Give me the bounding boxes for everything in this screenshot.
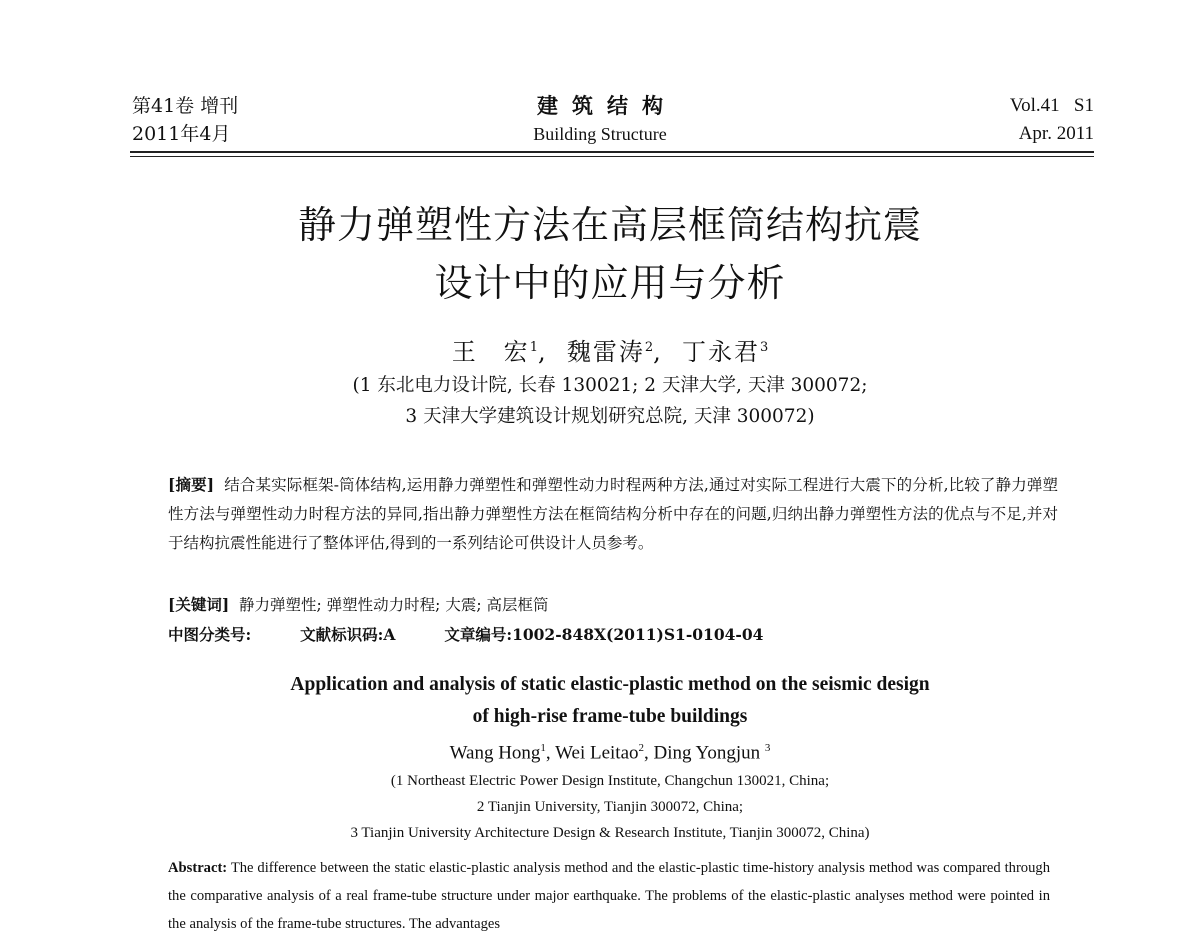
author-en-sup: 3 [764,742,771,754]
authors-en: Wang Hong$^1$, Wei Leitao$^2$, Ding Yongjun $^3$ [449,742,771,764]
title-en-line1: Application and analysis of static elastic-plastic method on the seismic design [290,674,930,695]
author-en: Wang Hong [449,742,541,764]
header-rule-thin [130,156,1094,157]
author-cn: 丁永君 [682,338,761,366]
document-code: 文献标识码:A [300,625,396,644]
abstract-en-label: Abstract: [168,860,228,876]
journal-name-cn: 建筑结构 [537,93,677,118]
journal-issue-en [1010,92,1094,148]
abstract-cn [168,470,1058,558]
date-en: Apr. 2011 [1018,123,1094,144]
author-en: Wei Leitao [555,742,639,764]
title-cn-line2: 设计中的应用与分析 [434,261,786,305]
abstract-cn-label: [摘要] [168,475,215,494]
title-en-line2: of high-rise frame-tube buildings [472,706,748,727]
affiliation-en-line1: (1 Northeast Electric Power Design Institute, Changchun 130021, China; [390,773,830,789]
affiliation-cn-line2: 3 天津大学建筑设计规划研究总院, 天津 300072) [405,406,815,427]
title-cn-line1: 静力弹塑性方法在高层框筒结构抗震 [297,203,922,247]
date-cn: 2011年4月 [132,123,231,145]
paper-title-en [150,669,1070,733]
author-cn-sup: 3 [760,340,769,355]
journal-name-en: Building Structure [533,124,667,144]
keywords-cn-text: 静力弹塑性; 弹塑性动力时程; 大震; 高层框筒 [239,596,549,614]
author-cn: 魏雷涛 [566,338,645,366]
author-en-sup: 2 [638,742,644,754]
abstract-en [168,854,1050,938]
clc-label: 中图分类号: [168,625,252,644]
affiliations-cn [150,370,1070,432]
journal-issue-cn [132,92,238,148]
journal-name [500,92,700,148]
author-cn-sup: 1 [529,340,538,355]
keywords-cn [168,590,1058,620]
paper-title-cn [150,196,1070,312]
author-en: Ding Yongjun [653,742,761,764]
header-rule-thick [130,151,1094,153]
keywords-cn-label: [关键词] [168,595,230,614]
abstract-cn-text: 结合某实际框架-筒体结构,运用静力弹塑性和弹塑性动力时程两种方法,通过对实际工程进行大震下的分析,比较了静力弹塑性方法与弹塑性动力时程方法的异同,指出静力弹塑性方法在框筒结构分析中存在的问题,归纳出静力弹塑性方法的优点与不足,并对于结构抗震性能进行了整体评估,得到的一系列结论可供设计人员参考。 [168,476,1058,552]
affiliation-cn-line1: (1 东北电力设计院, 长春 130021; 2 天津大学, 天津 300072; [352,375,868,396]
volume-issue-cn: 第41卷 增刊 [132,95,239,117]
volume-issue-en: Vol.41 S1 [1009,95,1094,116]
author-en-sup: 1 [540,742,546,754]
affiliation-en-line3: 3 Tianjin University Architecture Design & Research Institute, Tianjin 300072, China) [350,825,870,841]
article-number: 文章编号:1002-848X(2011)S1-0104-04 [444,625,764,644]
authors-cn: 王 宏$^1$, 魏雷涛$^2$, 丁永君$^3$ [451,338,769,366]
classification-line [168,620,1058,650]
author-cn: 王 宏 [451,338,530,366]
author-cn-sup: 2 [644,340,654,355]
affiliations-en [150,768,1070,846]
abstract-en-text: The difference between the static elastic-plastic analysis method and the elastic-plastic time-history analysis method was compared through the comparative analysis of a real frame-tube structure under major earthquake. The problems of the elastic-plastic analyses method were pointed in the analysis of the frame-tube structures. The advantages [168,860,1050,932]
affiliation-en-line2: 2 Tianjin University, Tianjin 300072, China; [476,799,744,815]
